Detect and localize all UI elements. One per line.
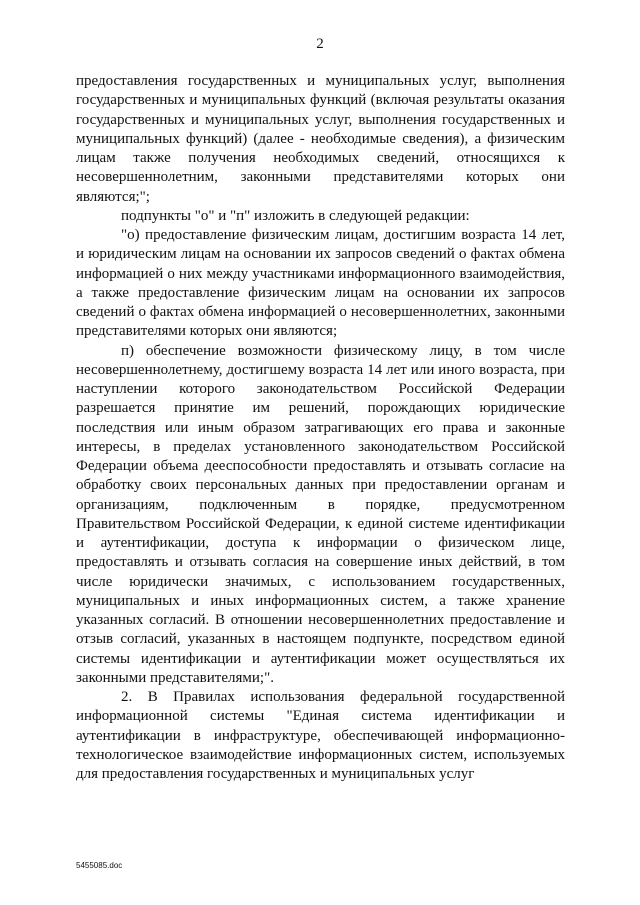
paragraph-item-2: 2. В Правилах использования федеральной государственной информационной системы "Единая система идентификации и аутентификации в инфраструктуре, обеспечивающей информационно-технологическое взаимодействие информационных систем, используемых для предоставления государственных и муниципальных услуг xyxy=(76,689,565,782)
page-number: 2 xyxy=(316,36,324,52)
paragraph-subpoint-o: "о) предоставление физическим лицам, достигшим возраста 14 лет, и юридическим лицам на основании их запросов сведений о фактах обмена информацией о них между участниками информационного взаимодействия, а также предоставление физическим лицам на основании их запросов сведений о фактах обмена информацией о несовершеннолетних, законными представителями которых они являются; xyxy=(76,227,565,340)
paragraph-subpoint-p: п) обеспечение возможности физическому лицу, в том числе несовершеннолетнему, достигшему возраста 14 лет или иного возраста, при наступлении которого законодательством Российской Федерации разрешается принятие им решений, порождающих юридические последствия или иным образом затрагивающих его права и законные интересы, в пределах установленного законодательством Российской Федерации объема дееспособности предоставлять и отзывать согласие на обработку своих персональных данных при предоставлении органам и организациям, подключенным в порядке, предусмотренном Правительством Российской Федерации, к единой системе идентификации и аутентификации, доступа к информации о физическом лице, предоставлять и отзывать согласия на совершение иных действий, в том числе юридически значимых, с использованием государственных, муниципальных и иных информационных систем, а также хранение указанных согласий. В отношении несовершеннолетних предоставление и отзыв согласий, указанных в настоящем подпункте, посредством единой системы идентификации и аутентификации может осуществляться их законными представителями;". xyxy=(76,342,565,686)
paragraph-continuation: предоставления государственных и муниципальных услуг, выполнения государственных и муниципальных функций (включая результаты оказания государственных и муниципальных услуг, выполнения государственных и муниципальных функций) (далее - необходимые сведения), а физическим лицам также получения необходимых сведений, относящихся к несовершеннолетним, законными представителями которых они являются;"; xyxy=(76,73,565,205)
footer-filename: 5455085.doc xyxy=(76,861,123,870)
document-body xyxy=(76,72,565,784)
paragraph-subpoints-intro: подпункты "о" и "п" изложить в следующей редакции: xyxy=(121,207,470,224)
